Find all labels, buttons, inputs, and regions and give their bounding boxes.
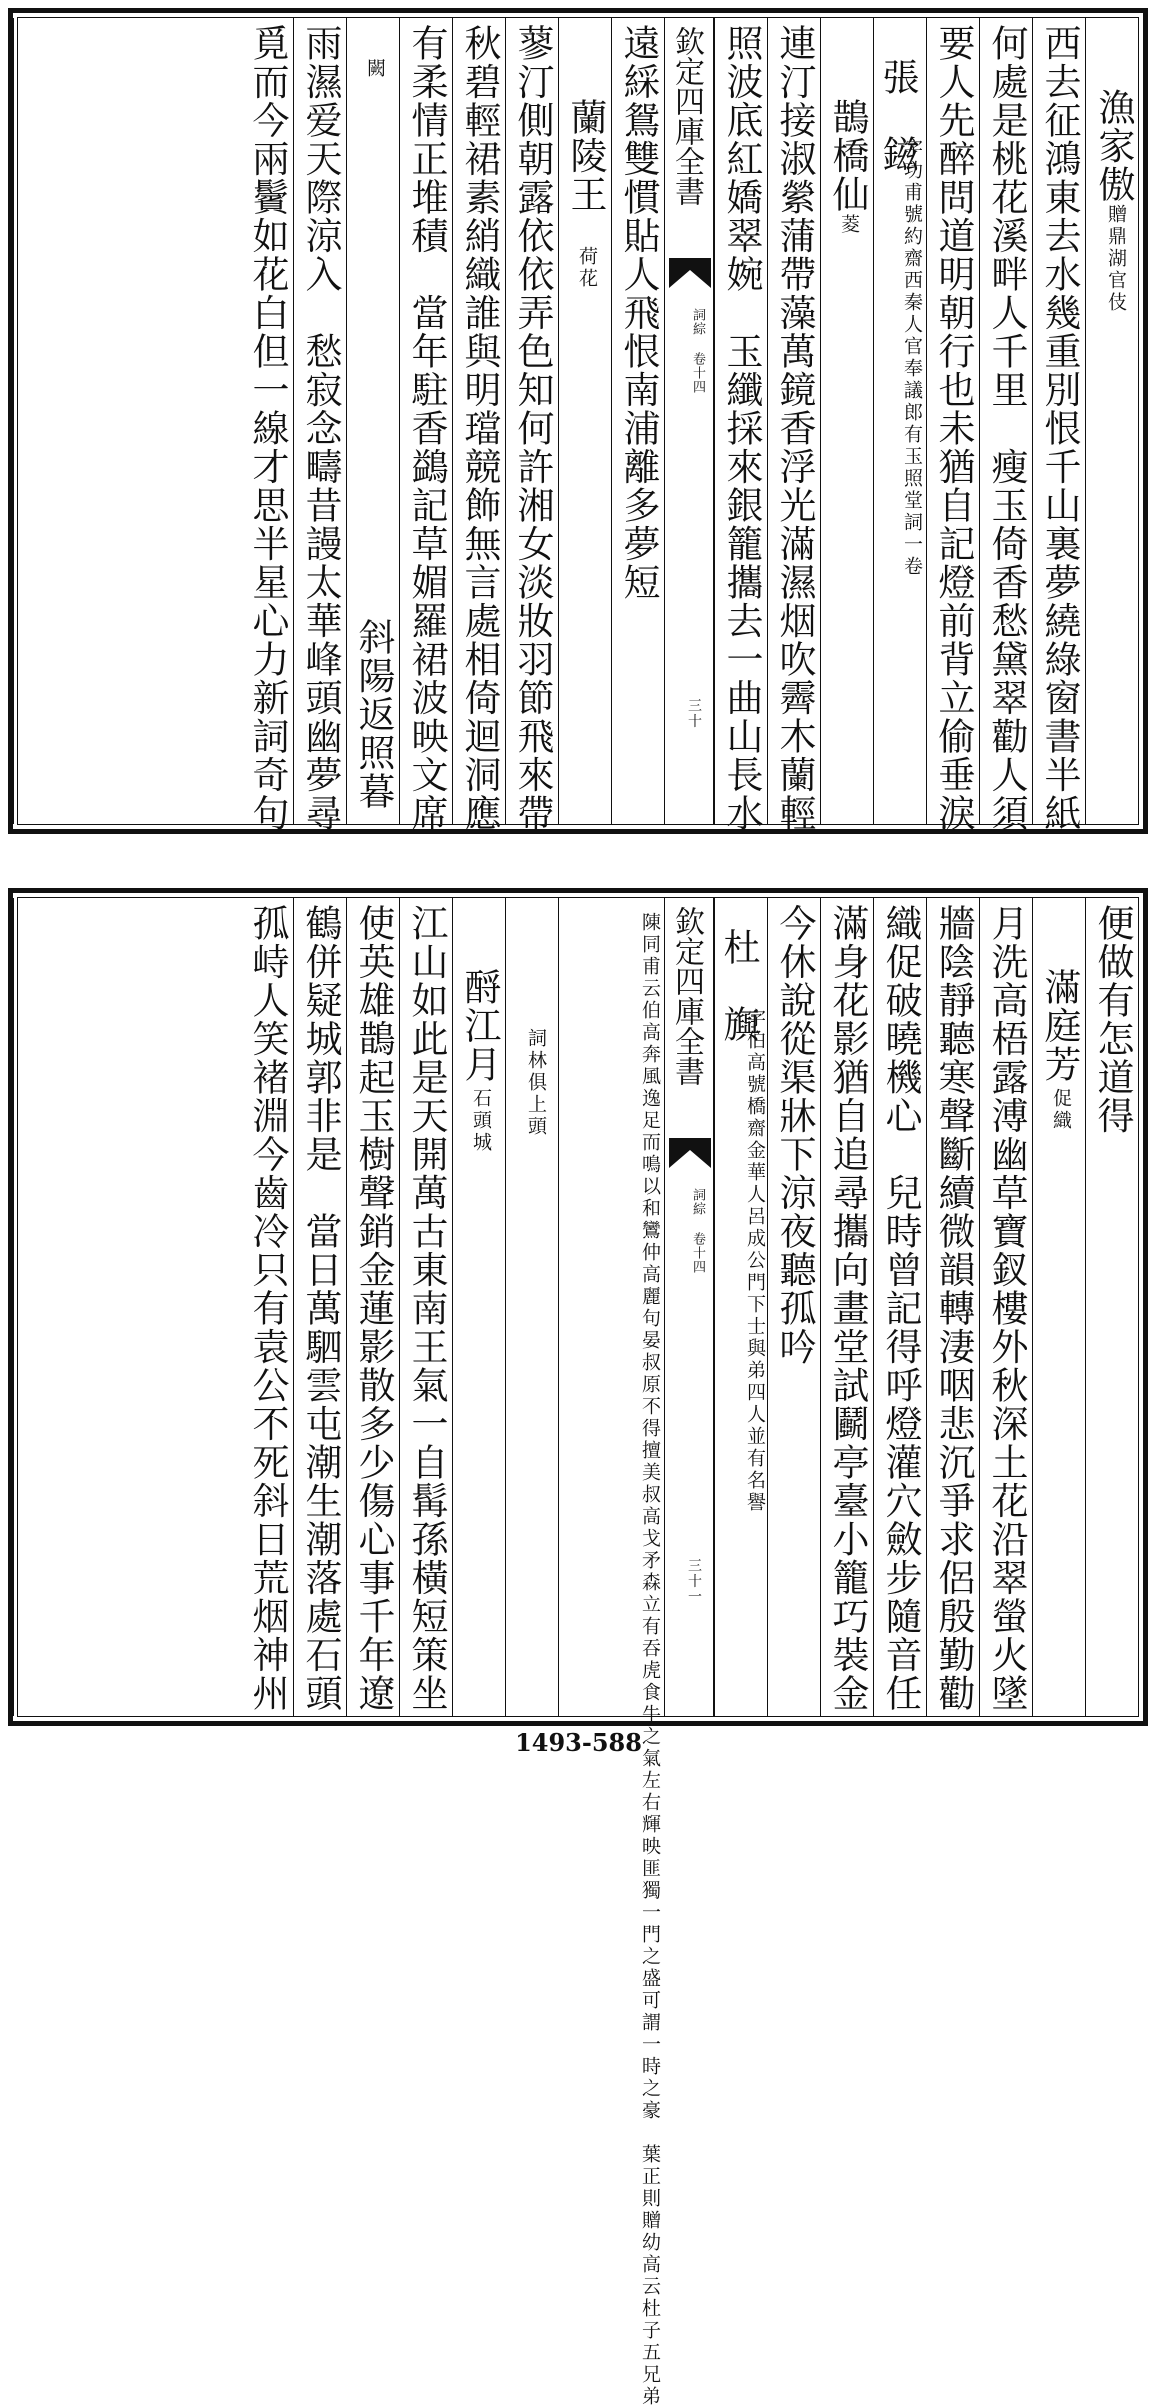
tune-title: 漁家傲	[1092, 88, 1135, 204]
tune-title: 鵲橋仙	[826, 98, 869, 214]
text-line: 今休說從渠牀下涼夜聽孤吟	[773, 904, 816, 1366]
column	[13, 18, 293, 833]
column	[452, 898, 505, 1716]
column	[505, 898, 558, 1716]
column	[820, 18, 873, 824]
column	[1032, 898, 1085, 1716]
column	[767, 18, 820, 833]
section-label: 詞綜 卷十四	[690, 308, 705, 394]
tune-subtitle: 荷花	[576, 246, 598, 290]
text-line: 便做有怎道得	[1091, 904, 1134, 1135]
text-line: 織促破曉機心 兒時曾記得呼燈灌穴斂步隨音任	[879, 904, 922, 1713]
text-line: 照波底紅嬌翠婉 玉纖採來銀籠攜去一曲山長水	[720, 24, 763, 833]
section-label: 詞綜 卷十四	[690, 1188, 705, 1274]
upper-page	[8, 8, 1148, 834]
text-line: 覓而今兩鬢如花白但一線才思半星心力新詞奇句	[246, 24, 289, 833]
column	[714, 18, 767, 833]
text-line: 連汀接淑縈蒲帶藻萬鏡香浮光滿濕烟吹霽木蘭輕	[773, 24, 816, 833]
author-note: 字功甫號約齋西秦人官奉議郎有玉照堂詞一卷	[901, 138, 923, 578]
text-line: 江山如此是天開萬古東南王氣一自髯孫橫短策坐	[405, 904, 448, 1713]
upper-page-frame	[17, 17, 1139, 833]
column	[346, 18, 399, 824]
column	[1085, 18, 1138, 824]
fish-tail-icon	[669, 1138, 711, 1168]
text-line: 孤峙人笑褚淵今齒冷只有袁公不死斜日荒烟神州	[246, 904, 289, 1713]
column	[13, 898, 293, 1716]
column	[558, 18, 611, 824]
page-number: 1493-588	[515, 1728, 642, 1757]
text-line: 西去征鴻東去水幾重別恨千山裏夢繞綠窗書半紙	[1038, 24, 1081, 833]
tune-subtitle: 促織	[1050, 1088, 1072, 1132]
author-note: 字伯高號橋齋金華人呂成公門下士與弟四人並有名譽	[744, 1008, 766, 1514]
text-line: 蓼汀側朝露依依弄色知何許湘女淡妝羽節飛來帶	[511, 24, 554, 833]
text-line: 雨濕爱天際涼入 愁寂念疇昔謾太華峰頭幽夢尋	[299, 24, 342, 833]
tune-title: 酹江月	[458, 968, 501, 1084]
column	[346, 898, 399, 1716]
text-line: 牆陰靜聽寒聲斷續微韻轉淒咽悲沉爭求侶殷勤勸	[932, 904, 975, 1713]
column	[767, 898, 820, 1716]
tune-title: 滿庭芳	[1038, 968, 1081, 1084]
book-title: 欽定四庫全書	[669, 26, 704, 206]
column	[926, 898, 979, 1716]
column	[399, 18, 452, 833]
author-name: 杜 旟	[717, 928, 760, 1044]
column	[926, 18, 979, 833]
column	[505, 18, 558, 833]
column	[714, 898, 767, 1716]
column	[1032, 18, 1085, 833]
text-line: 何處是桃花溪畔人千里 瘦玉倚香愁黛翠勸人須	[985, 24, 1028, 833]
text-line: 鶴併疑城郭非是 當日萬駟雲屯潮生潮落處石頭	[299, 904, 342, 1713]
commentary: 陳同甫云伯高奔風逸足而鳴以和鸞仲高麗句晏叔原不得擅美叔高戈矛森立有吞虎食牛之氣左右輝映匪獨一門之盛可謂一時之豪 葉正則贈幼高云杜子五兄弟	[639, 912, 661, 2408]
center-banner	[664, 898, 714, 1716]
folio-number: 三十一	[686, 1558, 702, 1605]
book-title: 欽定四庫全書	[669, 906, 704, 1086]
lacuna-mark: 闕	[364, 58, 386, 80]
text-line: 要人先醉問道明朝行也未猶自記燈前背立偷垂淚	[932, 24, 975, 833]
tune-subtitle: 菱	[838, 214, 860, 236]
column	[293, 898, 346, 1716]
column	[611, 18, 664, 824]
center-banner	[664, 18, 714, 824]
tune-subtitle: 贈鼎湖官伎	[1105, 204, 1127, 314]
text-line: 遠綵鴛雙慣貼人飛恨南浦離多夢短	[617, 24, 660, 602]
column	[1085, 898, 1138, 1716]
folio-number: 三十	[686, 698, 702, 729]
text-line: 使英雄鵲起玉樹聲銷金蓮影散多少傷心事千年遼	[352, 904, 395, 1713]
text-line: 月洗高梧露溥幽草寶釵樓外秋深土花沿翠螢火墜	[985, 904, 1028, 1713]
column	[293, 18, 346, 833]
column	[452, 18, 505, 833]
column	[873, 18, 926, 824]
column	[979, 898, 1032, 1716]
tune-subtitle: 石頭城	[470, 1088, 492, 1154]
column	[979, 18, 1032, 833]
text-line: 滿身花影猶自追尋攜向畫堂試鬬亭臺小籠巧裝金	[826, 904, 869, 1713]
column	[820, 898, 873, 1716]
column	[399, 898, 452, 1716]
author-name: 張 鎡	[876, 58, 919, 174]
fish-tail-icon	[669, 258, 711, 288]
text-line: 有柔情正堆積 當年駐香鷁記草媚羅裙波映文席	[405, 24, 448, 833]
tune-title: 蘭陵王	[564, 98, 607, 214]
commentary: 詞林俱上頭	[525, 1028, 547, 1138]
text-line: 斜陽返照暮	[352, 618, 395, 811]
text-line: 秋碧輕裙素綃織誰與明璫競飾無言處相倚迴洞應	[458, 24, 501, 833]
column	[873, 898, 926, 1716]
